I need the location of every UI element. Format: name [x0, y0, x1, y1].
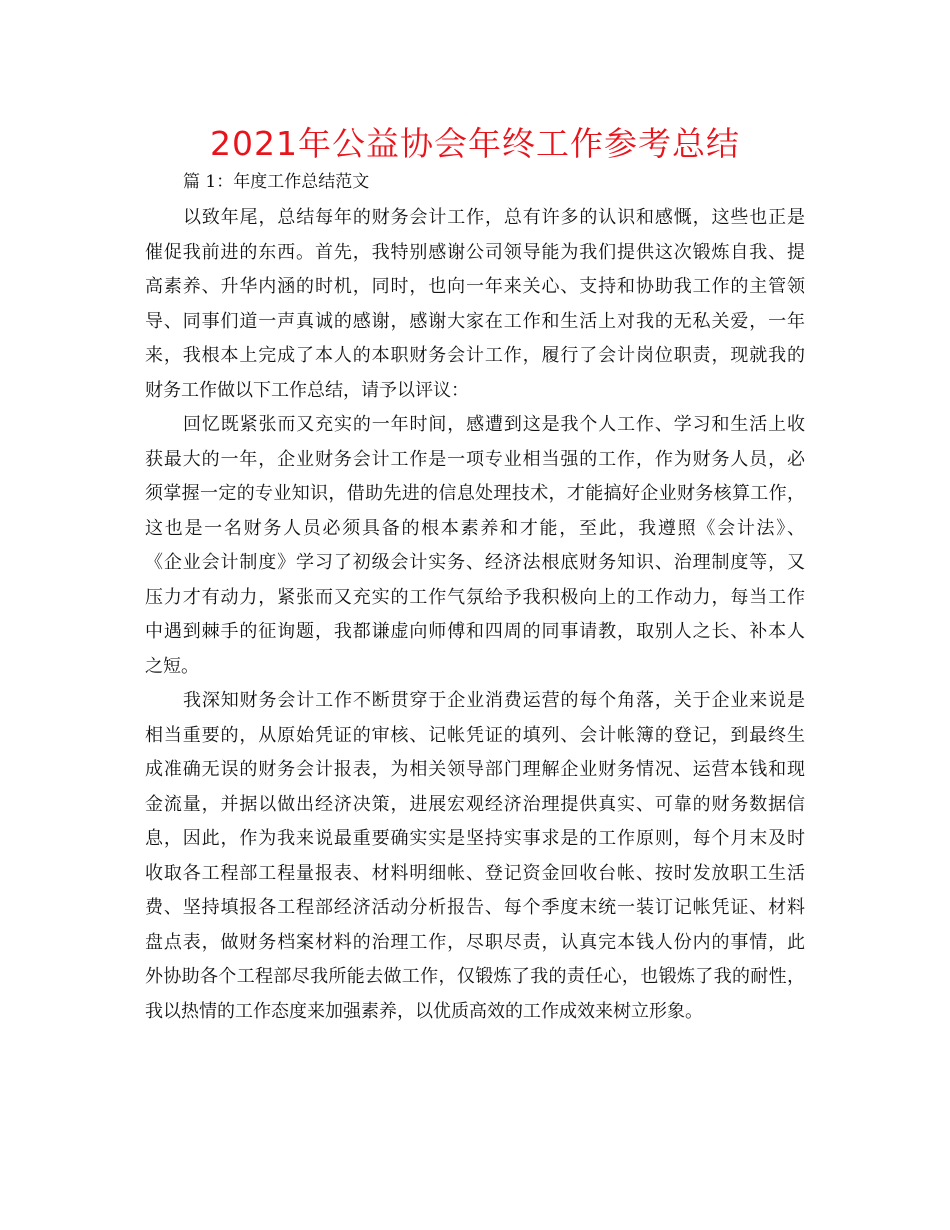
text-line: 催促我前进的东西。首先，我特别感谢公司领导能为我们提供这次锻炼自我、提: [145, 241, 805, 263]
text-line: 以致年尾，总结每年的财务会计工作，总有许多的认识和感慨，这些也正是: [183, 207, 805, 228]
document-subheading: 篇 1：年度工作总结范文: [183, 172, 370, 192]
text-line: 中遇到棘手的征询题，我都谦虚向师傅和四周的同事请教，取别人之长、补本人: [145, 621, 805, 642]
text-line: 回忆既紧张而又充实的一年时间，感遭到这是我个人工作、学习和生活上收: [183, 414, 805, 435]
text-line: 我深知财务会计工作不断贯穿于企业消费运营的每个角落，关于企业来说是: [183, 690, 805, 711]
text-line: 息，因此，作为我来说最重要确实实是坚持实事求是的工作原则，每个月末及时: [145, 828, 805, 849]
text-line: 收取各工程部工程量报表、材料明细帐、登记资金回收台帐、按时发放职工生活: [145, 862, 805, 884]
text-line: 高素养、升华内涵的时机，同时，也向一年来关心、支持和协助我工作的主管领: [145, 276, 805, 297]
paragraph: [145, 201, 805, 408]
document-body: [145, 201, 805, 1029]
text-line: 获最大的一年，企业财务会计工作是一项专业相当强的工作，作为财务人员，必: [145, 448, 805, 470]
text-line: 费、坚持填报各工程部经济活动分析报告、每个季度末统一装订记帐凭证、材料: [145, 897, 805, 918]
text-line: 须掌握一定的专业知识，借助先进的信息处理技术，才能搞好企业财务核算工作，: [145, 483, 805, 504]
text-line: 盘点表，做财务档案材料的治理工作，尽职尽责，认真完本钱人份内的事情，此: [145, 931, 805, 953]
text-line: 我以热情的工作态度来加强素养，以优质高效的工作成效来树立形象。: [145, 1000, 703, 1022]
text-line: 之短。: [145, 655, 199, 677]
text-line: 成准确无误的财务会计报表，为相关领导部门理解企业财务情况、运营本钱和现: [145, 759, 805, 780]
paragraph: [145, 684, 805, 1029]
paragraph: [145, 408, 805, 684]
text-line: 导、同事们道一声真诚的感谢，感谢大家在工作和生活上对我的无私关爱，一年: [145, 310, 805, 332]
text-line: 相当重要的，从原始凭证的审核、记帐凭证的填列、会计帐簿的登记，到最终生: [145, 724, 805, 746]
text-line: 金流量，并据以做出经济决策，进展宏观经济治理提供真实、可靠的财务数据信: [145, 793, 805, 815]
text-line: 这也是一名财务人员必须具备的根本素养和才能，至此，我遵照《会计法》、: [145, 517, 805, 539]
text-line: 财务工作做以下工作总结，请予以评议：: [145, 379, 469, 401]
text-line: 来，我根本上完成了本人的本职财务会计工作，履行了会计岗位职责，现就我的: [145, 345, 805, 366]
text-line: 《企业会计制度》学习了初级会计实务、经济法根底财务知识、治理制度等，又: [145, 552, 805, 573]
text-line: 压力才有动力，紧张而又充实的工作气氛给予我积极向上的工作动力，每当工作: [145, 586, 805, 608]
text-line: 外协助各个工程部尽我所能去做工作，仅锻炼了我的责任心，也锻炼了我的耐性，: [145, 966, 805, 987]
document-title: 2021年公益协会年终工作参考总结: [210, 124, 740, 163]
